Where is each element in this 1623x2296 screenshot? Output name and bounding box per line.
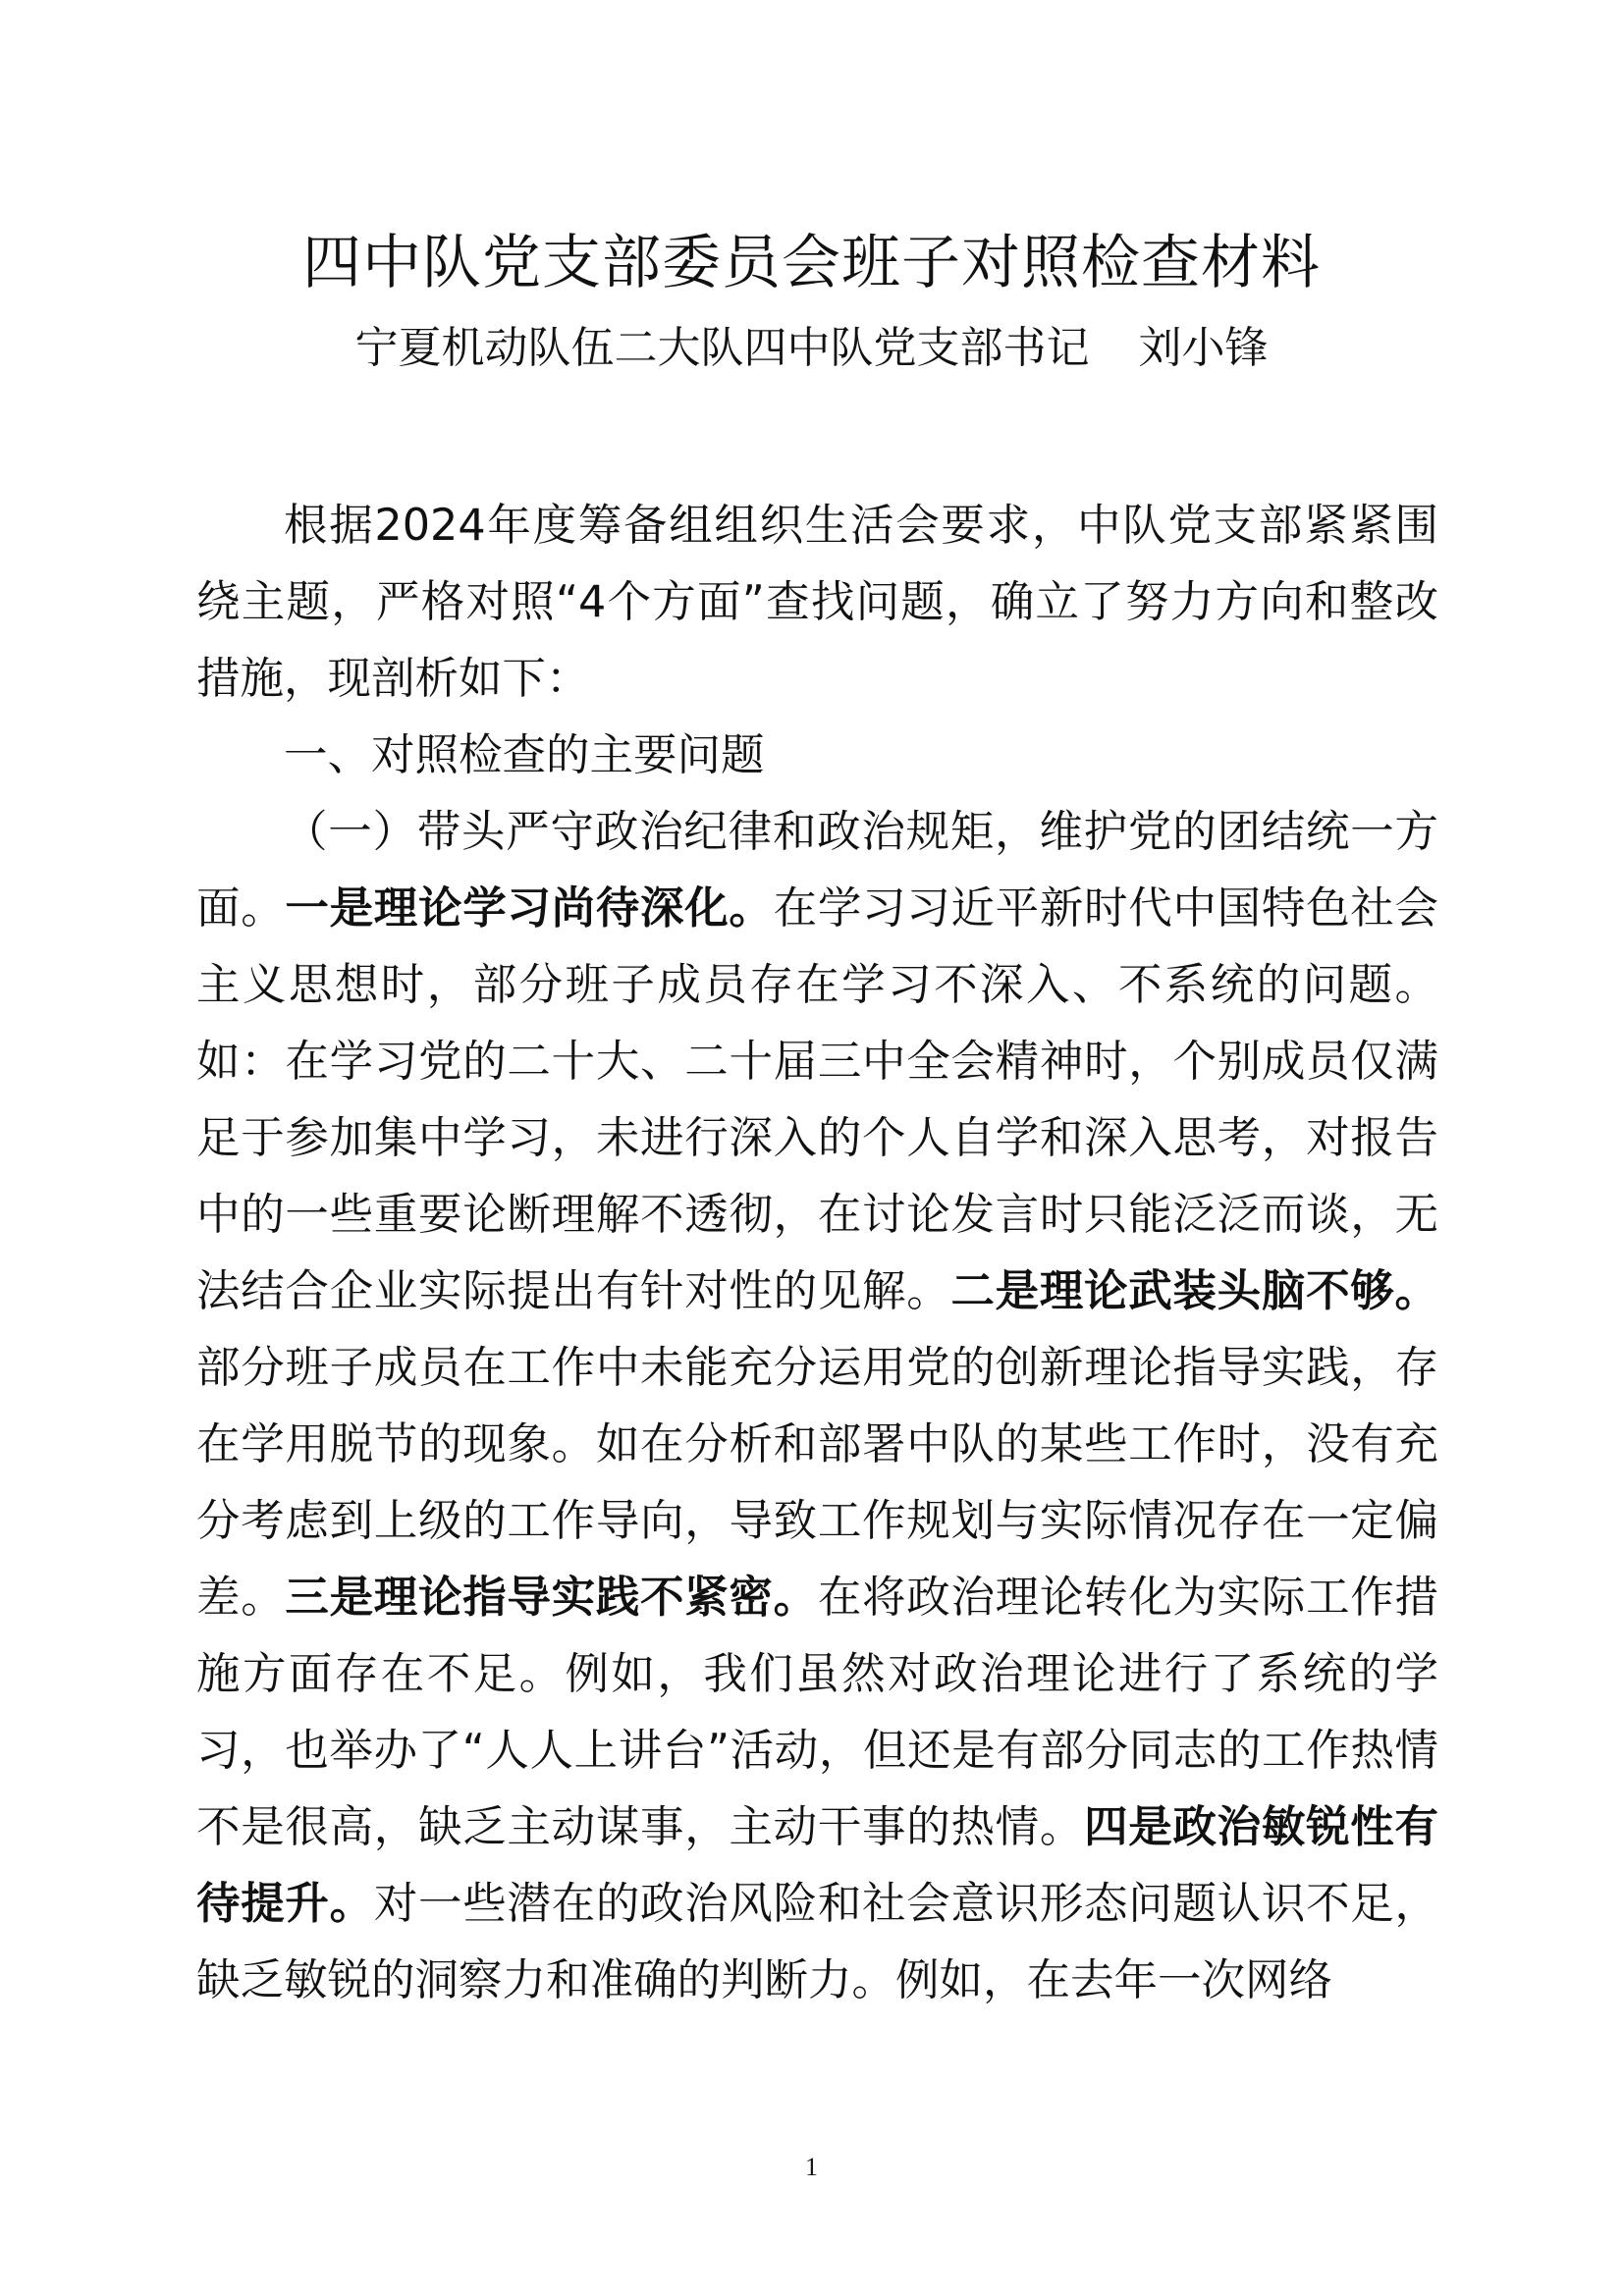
item-paragraph [196, 794, 1438, 2019]
point-4-heading: 四是政治敏锐性有待提升。 [196, 1802, 1438, 1929]
item-lead: （一）带头严守政治纪律和政治规矩，维护党的团结统一方面。 [196, 807, 1438, 934]
author-line [0, 316, 1623, 381]
point-2-heading: 二是理论武装头脑不够。 [950, 1266, 1438, 1316]
point-2-text: 部分班子成员在工作中未能充分运用党的创新理论指导实践，存在学用脱节的现象。如在分析和部署中队的某些工作时，没有充分考虑到上级的工作导向，导致工作规划与实际情况存在一定偏差。 [196, 1343, 1438, 1623]
page-number: 1 [805, 2153, 818, 2181]
section-heading: 一、对照检查的主要问题 [284, 730, 765, 780]
point-1-heading: 一是理论学习尚待深化。 [285, 883, 774, 934]
intro-paragraph: 根据2024年度筹备组组织生活会要求，中队党支部紧紧围绕主题，严格对照“4个方面”查找问题，确立了努力方向和整改措施，现剖析如下： [196, 501, 1438, 704]
author-org: 宁夏机动队伍二大队四中队党支部书记 [354, 323, 1090, 373]
point-3-text: 在将政治理论转化为实际工作措施方面存在不足。例如，我们虽然对政治理论进行了系统的学习，也举办了“人人上讲台”活动，但还是有部分同志的工作热情不是很高，缺乏主动谋事，主动干事的热情。 [196, 1573, 1438, 1852]
point-4-text: 对一些潜在的政治风险和社会意识形态问题认识不足，缺乏敏锐的洞察力和准确的判断力。例如，在去年一次网络 [196, 1879, 1438, 2005]
point-1-text: 在学习习近平新时代中国特色社会主义思想时，部分班子成员存在学习不深入、不系统的问题。如：在学习党的二十大、二十届三中全会精神时，个别成员仅满足于参加集中学习，未进行深入的个人自学和深入思考，对报告中的一些重要论断理解不透彻，在讨论发言时只能泛泛而谈，无法结合企业实际提出有针对性的见解。 [196, 883, 1438, 1316]
point-3-heading: 三是理论指导实践不紧密。 [285, 1573, 818, 1623]
document-body [196, 488, 1438, 2019]
document-title: 四中队党支部委员会班子对照检查材料 [302, 229, 1321, 297]
author-name: 刘小锋 [1138, 323, 1269, 373]
